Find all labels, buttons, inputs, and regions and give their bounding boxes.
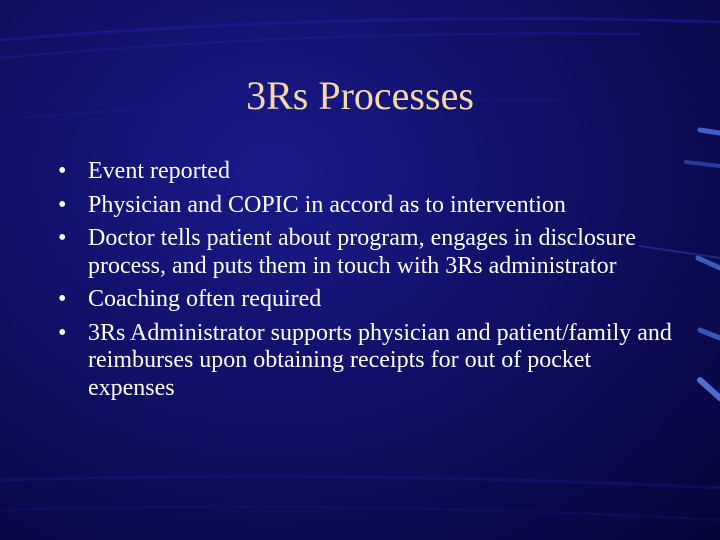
bullet-text: Event reported	[88, 158, 230, 184]
bullet-icon: •	[58, 225, 67, 251]
bullet-text: 3Rs Administrator supports physician and patient/family and reimburses upon obtaining receipts for out of pocket expenses	[88, 319, 672, 401]
bullet-text: Physician and COPIC in accord as to intervention	[88, 191, 566, 218]
bullet-item	[58, 286, 678, 314]
bullet-icon: •	[58, 158, 67, 184]
bullet-item	[58, 158, 678, 186]
bullet-text: Doctor tells patient about program, engages in disclosure process, and puts them in touch with 3Rs administrator	[88, 225, 636, 279]
bullet-icon: •	[58, 319, 67, 346]
bullet-icon: •	[58, 191, 67, 218]
bullet-item	[58, 192, 678, 220]
bullet-text: Coaching often required	[88, 286, 322, 312]
bullet-icon: •	[58, 286, 67, 312]
bullet-list	[58, 158, 678, 408]
slide-title: 3Rs Processes	[246, 73, 474, 118]
bullet-item	[58, 225, 678, 280]
bullet-item	[58, 320, 678, 403]
